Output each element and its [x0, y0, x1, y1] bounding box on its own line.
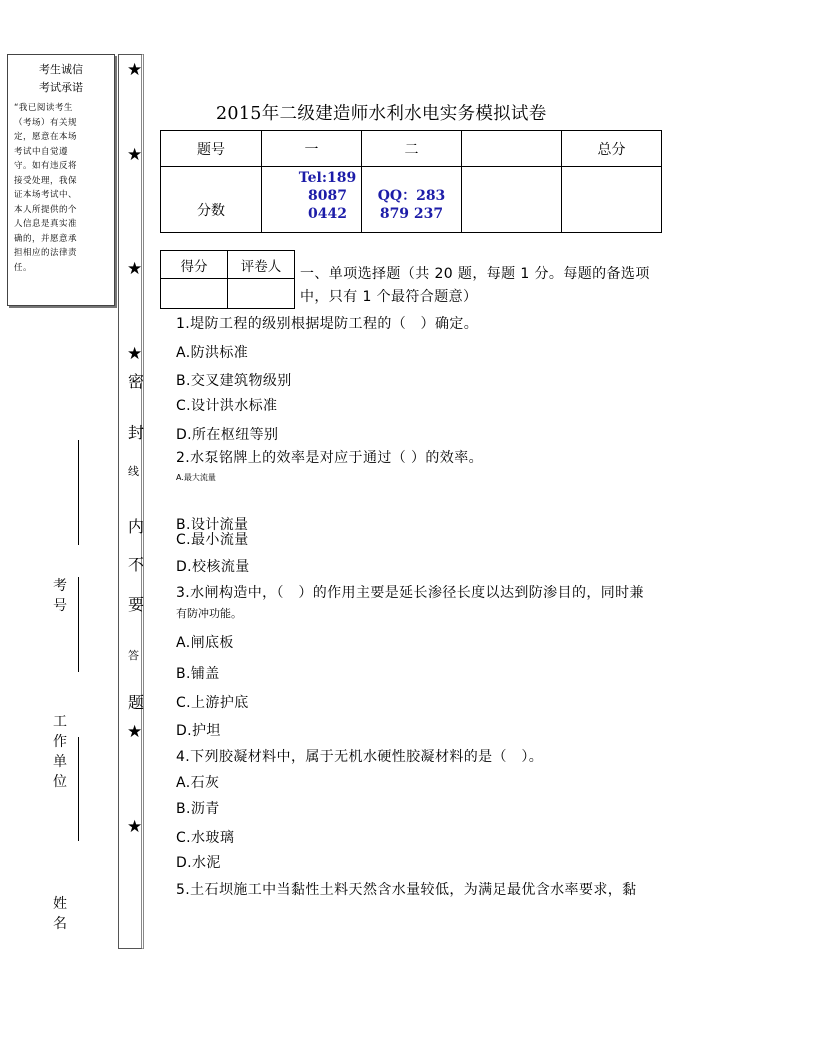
binding-char-feng: 封	[128, 423, 145, 442]
binding-char-nei: 内	[128, 517, 145, 536]
option-4c: C.水玻璃	[176, 830, 235, 846]
binding-strip	[118, 54, 144, 949]
option-4b: B.沥青	[176, 801, 220, 817]
section-heading-line2: 中，只有 1 个最符合题意）	[300, 289, 478, 305]
divider-line	[78, 440, 79, 545]
option-4d: D.水泥	[176, 855, 221, 871]
divider-line	[78, 737, 79, 841]
option-3d: D.护坦	[176, 723, 221, 739]
option-2c: C.最小流量	[176, 532, 249, 548]
option-3b: B.铺盖	[176, 666, 220, 682]
pledge-box	[7, 54, 115, 306]
cell-defen: 得分	[161, 251, 228, 279]
question-2: 2.水泵铭牌上的效率是对应于通过（ ）的效率。	[176, 450, 484, 466]
option-2d: D.校核流量	[176, 559, 250, 575]
divider-line	[78, 577, 79, 672]
star-icon: ★	[127, 145, 143, 165]
question-3-line1: 3.水闸构造中，（ ）的作用主要是延长渗径长度以达到防渗目的，同时兼	[176, 585, 644, 601]
cell-empty	[462, 131, 562, 167]
question-4: 4.下列胶凝材料中，属于无机水硬性胶凝材料的是（ ）。	[176, 749, 544, 765]
star-icon: ★	[127, 344, 143, 364]
label-kaohao: 考 号	[53, 578, 67, 614]
option-2b: B.设计流量	[176, 517, 249, 533]
score-table	[160, 130, 662, 233]
option-1d: D.所在枢纽等别	[176, 427, 279, 443]
pledge-text: “我已阅读考生 （考场）有关规 定，愿意在本场 考试中自觉遵 守。如有违反将 接受处理，我保 证本场考试中、 本人所提供的个 人信息是真实准 确的，并愿意承 担相应的法律责 任。	[14, 103, 78, 273]
label-work-unit: 工 作 单 位	[53, 714, 67, 790]
cell-section-1: 一	[262, 131, 362, 167]
option-3a: A.闸底板	[176, 635, 234, 651]
star-icon: ★	[127, 60, 143, 80]
label-name: 姓 名	[53, 896, 67, 932]
score-cell[interactable]	[462, 167, 562, 233]
score-cell-total[interactable]	[562, 167, 662, 233]
grade-table	[160, 250, 295, 309]
cell-fenshu: 分数	[161, 167, 262, 233]
grader-cell[interactable]	[228, 279, 295, 309]
cell-total: 总分	[562, 131, 662, 167]
binding-char-xian: 线	[128, 465, 139, 478]
option-3c: C.上游护底	[176, 695, 249, 711]
question-1: 1.堤防工程的级别根据堤防工程的（ ）确定。	[176, 316, 479, 332]
star-icon: ★	[127, 259, 143, 279]
cell-tihao: 题号	[161, 131, 262, 167]
binding-char-ti: 题	[128, 693, 145, 712]
contact-qq: QQ：283 879 237	[362, 167, 462, 233]
option-4a: A.石灰	[176, 775, 220, 791]
score-cell[interactable]	[161, 279, 228, 309]
question-3-line2: 有防冲功能。	[176, 607, 242, 620]
binding-char-bu: 不	[128, 555, 145, 574]
pledge-title-1: 考生诚信	[39, 63, 83, 76]
cell-pingjuanren: 评卷人	[228, 251, 295, 279]
binding-char-yao: 要	[128, 595, 145, 614]
page-title: 2015年二级建造师水利水电实务模拟试卷	[216, 104, 547, 124]
pledge-title-2: 考试承诺	[39, 81, 83, 94]
option-2a: A.最大流量	[176, 473, 216, 482]
option-1a: A.防洪标准	[176, 345, 249, 361]
binding-char-da: 答	[128, 649, 139, 662]
star-icon: ★	[127, 817, 143, 837]
option-1c: C.设计洪水标准	[176, 398, 278, 414]
contact-tel: Tel:189 8087 0442	[262, 167, 362, 233]
section-heading-line1: 一、单项选择题（共 20 题，每题 1 分。每题的备选项	[300, 266, 650, 282]
question-5: 5.土石坝施工中当黏性土料天然含水量较低，为满足最优含水率要求，黏	[176, 882, 637, 898]
star-icon: ★	[127, 722, 143, 742]
option-1b: B.交叉建筑物级别	[176, 373, 292, 389]
binding-char-mi: 密	[128, 372, 145, 391]
cell-section-2: 二	[362, 131, 462, 167]
